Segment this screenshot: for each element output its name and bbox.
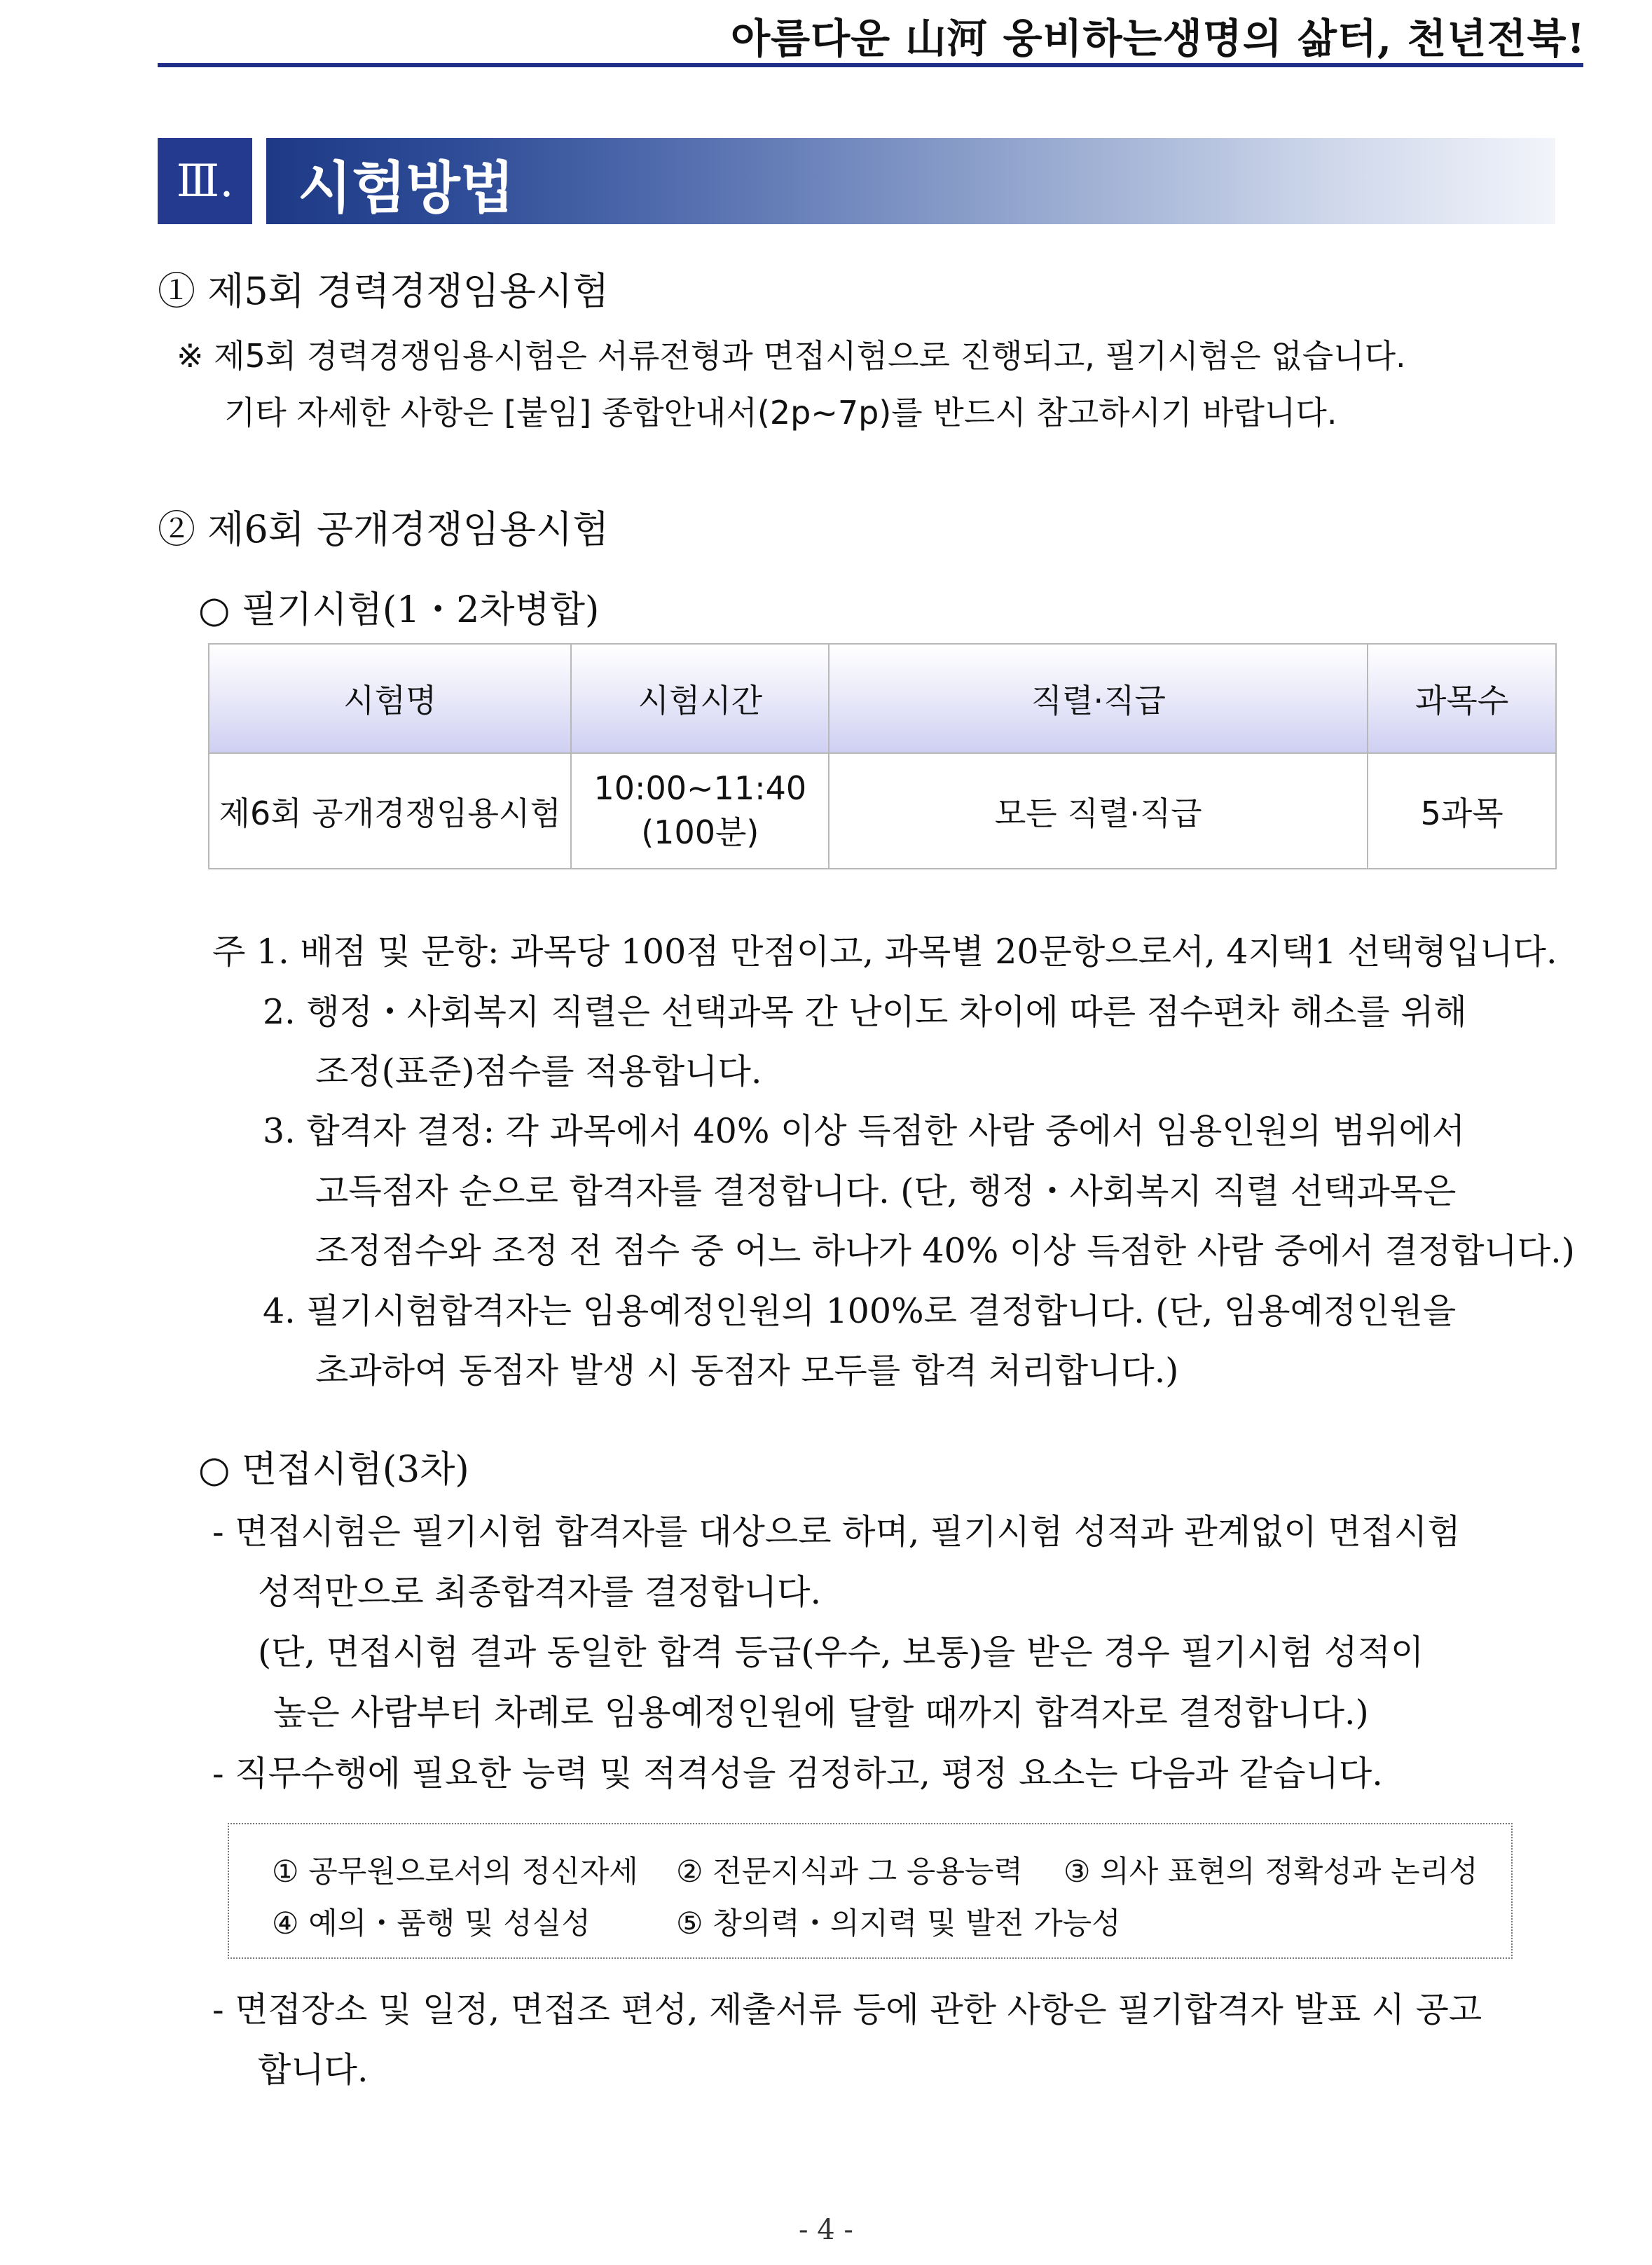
interview-line-4: 높은 사람부터 차례로 임용예정인원에 달할 때까지 합격자로 결정합니다.): [273, 1693, 1369, 1733]
header-divider: [158, 63, 1583, 67]
interview-line-1: - 면접시험은 필기시험 합격자를 대상으로 하며, 필기시험 성적과 관계없이 면접시험: [212, 1512, 1461, 1552]
interview-title: ○ 면접시험(3차): [198, 1449, 469, 1491]
part1-note-line1: ※ 제5회 경력경쟁임용시험은 서류전형과 면접시험으로 진행되고, 필기시험은 없습니다.: [177, 337, 1406, 375]
criterion-5: ⑤ 창의력・의지력 및 발전 가능성: [676, 1906, 1121, 1941]
interview-line-5: - 직무수행에 필요한 능력 및 적격성을 검정하고, 평정 요소는 다음과 같습니다.: [212, 1754, 1383, 1794]
exam-time-cell: [571, 753, 829, 869]
section-title: 시험방법: [298, 156, 515, 221]
interview-line-2: 성적만으로 최종합격자를 결정합니다.: [258, 1572, 822, 1612]
part1-note-line2: 기타 자세한 사항은 [붙임] 종합안내서(2p~7p)를 반드시 참고하시기 바랍니다.: [224, 394, 1337, 432]
table-header-row: [209, 644, 1556, 753]
header-slogan: 아름다운 山河 웅비하는생명의 삶터, 천년전북!: [731, 15, 1585, 62]
exam-duration: (100분): [641, 813, 759, 851]
note-3a: 3. 합격자 결정: 각 과목에서 40% 이상 득점한 사람 중에서 임용인원의 범위에서: [263, 1111, 1466, 1151]
exam-grade-cell: 모든 직렬·직급: [829, 753, 1368, 869]
part1-heading: ① 제5회 경력경쟁임용시험: [158, 269, 610, 313]
note-2a: 2. 행정・사회복지 직렬은 선택과목 간 난이도 차이에 따른 점수편차 해소를 위해: [263, 992, 1467, 1032]
table-header-cell: 과목수: [1368, 644, 1556, 753]
table-header-cell: 시험명: [209, 644, 571, 753]
note-1: 주 1. 배점 및 문항: 과목당 100점 만점이고, 과목별 20문항으로서, 4지택1 선택형입니다.: [212, 932, 1557, 972]
note-3b: 고득점자 순으로 합격자를 결정합니다. (단, 행정・사회복지 직렬 선택과목은: [315, 1171, 1457, 1211]
criterion-2: ② 전문지식과 그 응용능력: [676, 1854, 1023, 1889]
note-2b: 조정(표준)점수를 적용합니다.: [315, 1052, 762, 1092]
exam-time: 10:00~11:40: [593, 769, 807, 807]
section-number: Ⅲ.: [158, 138, 252, 224]
interview-line-6: - 면접장소 및 일정, 면접조 편성, 제출서류 등에 관한 사항은 필기합격자 발표 시 공고: [212, 1990, 1482, 2030]
note-4a: 4. 필기시험합격자는 임용예정인원의 100%로 결정합니다. (단, 임용예정인원을: [263, 1291, 1457, 1331]
part2-heading: ② 제6회 공개경쟁임용시험: [158, 507, 610, 551]
interview-line-7: 합니다.: [258, 2050, 369, 2090]
table-row: [209, 753, 1556, 869]
note-3c: 조정점수와 조정 전 점수 중 어느 하나가 40% 이상 득점한 사람 중에서 결정합니다.): [315, 1231, 1575, 1271]
written-exam-title: ○ 필기시험(1・2차병합): [198, 589, 600, 631]
page-number: - 4 -: [799, 2214, 853, 2246]
written-exam-table: [208, 643, 1557, 869]
criterion-3: ③ 의사 표현의 정확성과 논리성: [1064, 1854, 1478, 1889]
exam-name-cell: 제6회 공개경쟁임용시험: [209, 753, 571, 869]
criterion-4: ④ 예의・품행 및 성실성: [272, 1906, 591, 1941]
interview-line-3: (단, 면접시험 결과 동일한 합격 등급(우수, 보통)을 받은 경우 필기시험 성적이: [258, 1632, 1424, 1672]
exam-subjects-cell: 5과목: [1368, 753, 1556, 869]
table-header-cell: 직렬·직급: [829, 644, 1368, 753]
note-4b: 초과하여 동점자 발생 시 동점자 모두를 합격 처리합니다.): [315, 1351, 1179, 1391]
criterion-1: ① 공무원으로서의 정신자세: [272, 1854, 638, 1889]
table-header-cell: 시험시간: [571, 644, 829, 753]
